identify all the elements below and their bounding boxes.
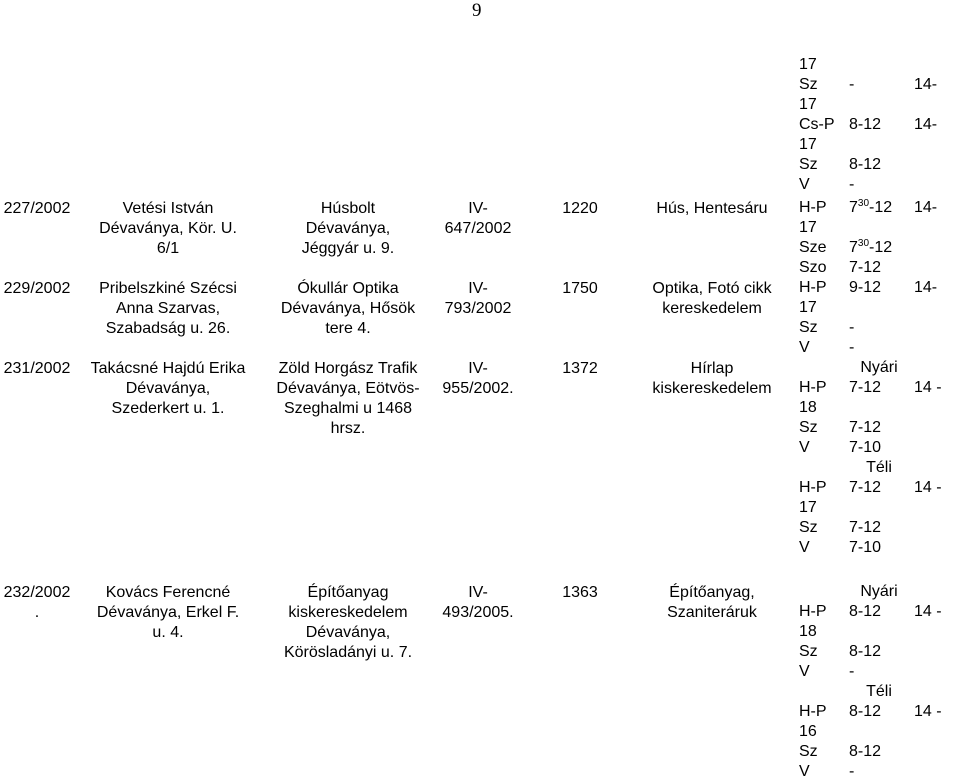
code-227: 1220 — [562, 200, 598, 217]
hours-line — [799, 116, 959, 136]
hours-end-value: 18 — [799, 623, 817, 640]
season-label: Téli — [866, 683, 892, 700]
hours-line — [799, 663, 959, 683]
day-label: Szo — [799, 259, 827, 276]
day-label: H-P — [799, 703, 827, 720]
page-number: 9 — [472, 0, 482, 21]
hours-value: 14 - — [914, 479, 942, 496]
hours-line — [799, 643, 959, 663]
shop-line: Dévaványa, — [305, 220, 391, 237]
day-label: V — [799, 763, 810, 780]
hours-value: 7-12 — [849, 379, 882, 396]
hours-value: - — [849, 76, 855, 93]
hours-value: 7-12 — [849, 479, 882, 496]
hours-line — [799, 763, 959, 783]
owner-line: Anna Szarvas, — [115, 300, 221, 317]
shop-line: Dévaványa, Eötvös- — [276, 380, 420, 397]
owner-line: Dévaványa, — [125, 380, 211, 397]
hours-value: 7-12 — [849, 519, 882, 536]
day-label: H-P — [799, 479, 827, 496]
shop-line: kiskereskedelem — [288, 604, 408, 621]
hours-value: 14 - — [914, 379, 942, 396]
day-label: V — [799, 439, 810, 456]
profile-232 — [628, 583, 796, 623]
hours-value: 8-12 — [849, 603, 882, 620]
day-label: Sz — [799, 419, 818, 436]
hours-value: - — [849, 763, 855, 780]
hours-227-sze: Sze $7^{30}-12$ — [799, 238, 893, 256]
shop-line: Dévaványa, — [305, 624, 391, 641]
license-line: IV- — [468, 360, 488, 377]
profile-227 — [628, 199, 796, 219]
shop-line: Építőanyag — [307, 584, 389, 601]
shop-line: hrsz. — [330, 420, 366, 437]
hours-value: 7-12 — [849, 259, 882, 276]
license-229 — [438, 279, 518, 319]
record-id-229: 229/2002 — [3, 280, 71, 297]
hours-line — [799, 156, 959, 176]
record-id-line: . — [34, 604, 40, 621]
hours-line — [799, 743, 959, 763]
hours-line — [799, 279, 959, 299]
profile-229 — [628, 279, 796, 319]
hours-line — [799, 519, 959, 539]
license-232 — [438, 583, 518, 623]
hours-line — [799, 479, 959, 499]
owner-line: Szederkert u. 1. — [111, 400, 225, 417]
code-229: 1750 — [562, 280, 598, 297]
hours-line — [799, 96, 959, 116]
day-label: Sz — [799, 156, 818, 173]
code-231: 1372 — [562, 360, 598, 377]
owner-line: Vetési István — [122, 200, 214, 217]
hours-end-value: 17 — [799, 299, 817, 316]
day-label: Sz — [799, 319, 818, 336]
hours-value: 8-12 — [849, 743, 882, 760]
season-label: Nyári — [860, 583, 898, 600]
hours-line — [799, 703, 959, 723]
profile-line: Szaniteráruk — [667, 604, 757, 621]
shop-line: Jéggyár u. 9. — [301, 240, 395, 257]
record-id-line: 232/2002 — [3, 584, 71, 601]
record-id-232 — [0, 583, 74, 623]
hours-value: - — [849, 319, 855, 336]
hours-value: 8-12 — [849, 643, 882, 660]
owner-line: 6/1 — [156, 240, 180, 257]
profile-line: Építőanyag, — [669, 584, 755, 601]
hours-value: 7-12 — [849, 419, 882, 436]
profile-line: Optika, Fotó cikk — [652, 280, 772, 297]
license-line: 793/2002 — [444, 300, 512, 317]
hours-value: - — [849, 176, 855, 193]
hours-line — [799, 583, 959, 603]
hours-value: 7-10 — [849, 539, 882, 556]
hours-end-value: 17 — [799, 136, 817, 153]
hours-end-value: 17 — [799, 96, 817, 113]
hours-value: - — [849, 339, 855, 356]
hours-line — [799, 539, 959, 559]
record-id-231: 231/2002 — [3, 360, 71, 377]
hours-end-value: 16 — [799, 723, 817, 740]
shop-227 — [258, 199, 438, 259]
hours-line — [799, 683, 959, 703]
season-label: Téli — [866, 459, 892, 476]
hours-value: 8-12 — [849, 116, 882, 133]
hours-end-value: 18 — [799, 399, 817, 416]
day-label: H-P — [799, 603, 827, 620]
day-label: Sz — [799, 519, 818, 536]
hours-value: 14 - — [914, 703, 942, 720]
hours-value: 7-10 — [849, 439, 882, 456]
shop-line: Szeghalmi u 1468 — [283, 400, 413, 417]
license-line: 955/2002. — [442, 380, 514, 397]
hours-line — [799, 299, 959, 319]
hours-value: 9-12 — [849, 279, 882, 296]
hours-line — [799, 459, 959, 479]
profile-line: Hírlap — [690, 360, 734, 377]
code-232: 1363 — [562, 584, 598, 601]
hours-line — [799, 136, 959, 156]
shop-line: Ókullár Optika — [297, 280, 399, 297]
day-label: V — [799, 176, 810, 193]
hours-227-17: 17 — [799, 219, 817, 236]
license-231 — [438, 359, 518, 399]
day-label: Sz — [799, 643, 818, 660]
hours-line — [799, 623, 959, 643]
license-line: IV- — [468, 280, 488, 297]
owner-231 — [88, 359, 248, 419]
owner-line: u. 4. — [152, 624, 184, 641]
hours-line — [799, 603, 959, 623]
owner-229 — [88, 279, 248, 339]
owner-line: Dévaványa, Erkel F. — [96, 604, 240, 621]
shop-231 — [258, 359, 438, 439]
hours-line — [799, 379, 959, 399]
hours-line — [799, 76, 959, 96]
shop-line: Körösladányi u. 7. — [283, 644, 413, 661]
owner-line: Kovács Ferencné — [105, 584, 231, 601]
hours-line — [799, 499, 959, 519]
hours-227-hp: H-P $7^{30}-12$ 14- — [799, 198, 938, 216]
hours-value: 14- — [914, 76, 938, 93]
day-label: H-P — [799, 379, 827, 396]
day-label: V — [799, 539, 810, 556]
hours-line — [799, 419, 959, 439]
hours-end-value: 17 — [799, 499, 817, 516]
shop-line: tere 4. — [325, 320, 371, 337]
day-label: V — [799, 339, 810, 356]
shop-232 — [258, 583, 438, 663]
day-label: Sz — [799, 743, 818, 760]
record-id-227: 227/2002 — [3, 200, 71, 217]
profile-line: kereskedelem — [662, 300, 762, 317]
owner-line: Dévaványa, Kör. U. — [99, 220, 237, 237]
profile-line: kiskereskedelem — [652, 380, 772, 397]
hours-value: 14 - — [914, 603, 942, 620]
hours-value: 8-12 — [849, 156, 882, 173]
hours-value: 8-12 — [849, 703, 882, 720]
hours-line — [799, 359, 959, 379]
hours-line — [799, 723, 959, 743]
license-line: IV- — [468, 584, 488, 601]
profile-231 — [628, 359, 796, 399]
day-label: H-P — [799, 279, 827, 296]
shop-line: Zöld Horgász Trafik — [278, 360, 418, 377]
hours-line — [799, 399, 959, 419]
hours-value: 14- — [914, 116, 938, 133]
owner-line: Takácsné Hajdú Erika — [90, 360, 246, 377]
hours-line — [799, 56, 959, 76]
shop-line: Dévaványa, Hősök — [280, 300, 416, 317]
owner-227 — [88, 199, 248, 259]
hours-line — [799, 319, 959, 339]
hours-value: 14- — [914, 279, 938, 296]
hours-line — [799, 339, 959, 359]
day-label: V — [799, 663, 810, 680]
season-label: Nyári — [860, 359, 898, 376]
day-label: Sz — [799, 76, 818, 93]
hours-line — [799, 176, 959, 196]
hours-value: - — [849, 663, 855, 680]
hours-end-value: 17 — [799, 56, 817, 73]
hours-line — [799, 439, 959, 459]
owner-line: Pribelszkiné Szécsi — [99, 280, 237, 297]
shop-229 — [258, 279, 438, 339]
license-line: IV- — [468, 200, 488, 217]
license-227 — [438, 199, 518, 239]
profile-line: Hús, Hentesáru — [656, 200, 768, 217]
license-line: 493/2005. — [442, 604, 514, 621]
shop-line: Húsbolt — [320, 200, 376, 217]
owner-line: Szabadság u. 26. — [105, 320, 231, 337]
hours-line — [799, 259, 959, 279]
license-line: 647/2002 — [444, 220, 512, 237]
owner-232 — [88, 583, 248, 643]
day-label: Cs-P — [799, 116, 835, 133]
